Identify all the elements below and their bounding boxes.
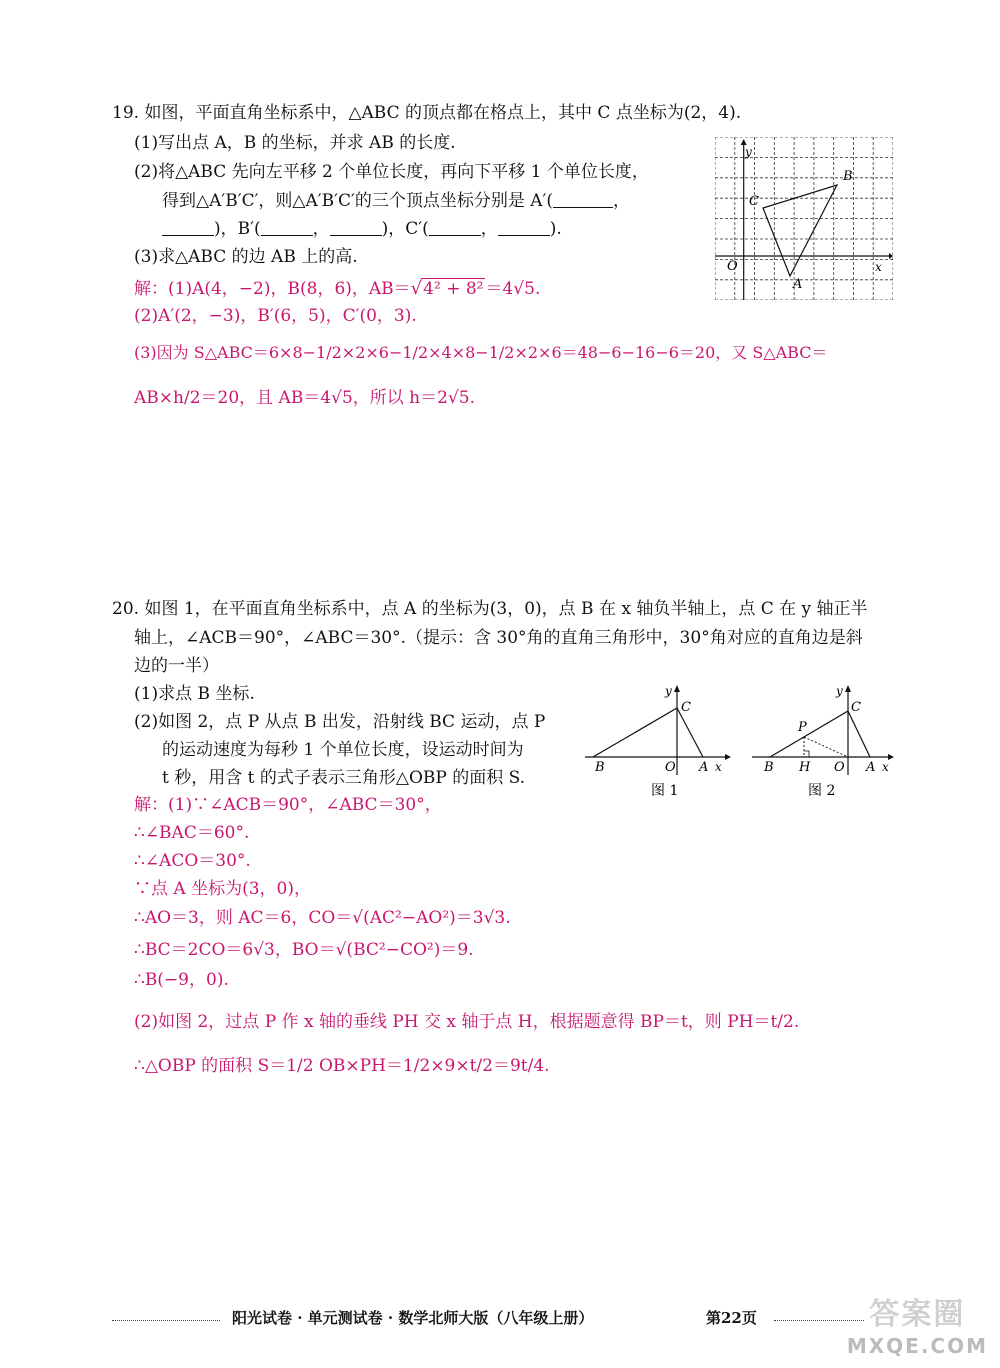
q19-part2-line1: (2)将△ABC 先向左平移 2 个单位长度，再向下平移 1 个单位长度， — [134, 162, 649, 182]
q19-answer1-radicand: 4² + 8² — [423, 279, 484, 299]
q19-cprime-label: ，C′( — [388, 219, 429, 239]
q20-part2-line2: 的运动速度为每秒 1 个单位长度，设运动时间为 — [162, 740, 524, 760]
point-c-label: C — [851, 700, 861, 715]
q20-answer-line: ∴∠BAC＝60°. — [134, 823, 250, 843]
q19-answer1-result: ＝4√5. — [485, 279, 541, 299]
origin-label: O — [727, 259, 738, 274]
origin-label: O — [834, 760, 845, 775]
q20-answer-line: ∴B(−9，0). — [134, 970, 229, 990]
point-c-label: C — [681, 700, 691, 715]
q19-answer1-prefix: 解：(1)A(4，−2)，B(8，6)，AB＝ — [134, 279, 411, 299]
y-axis-arrow — [845, 685, 851, 692]
q19-answer3-line2: AB×h/2＝20，且 AB＝4√5，所以 h＝2√5. — [134, 388, 475, 408]
point-h-label: H — [799, 760, 811, 775]
axis-label-y: y — [836, 684, 843, 698]
q20-answer-line: ∴∠ACO＝30°. — [134, 851, 251, 871]
watermark-line2: MXQE.COM — [846, 1334, 988, 1358]
q20-answer-line: ∴BC＝2CO＝6√3，BO＝√(BC²−CO²)＝9. — [134, 940, 474, 960]
q19-part2-line2: 得到△A′B′C′，则△A′B′C′的三个顶点坐标分别是 A′( ， — [162, 191, 631, 211]
point-c-label: C — [749, 194, 759, 209]
point-a-label: A — [793, 277, 803, 292]
q19-answer3-line1: (3)因为 S△ABC＝6×8−1/2×2×6−1/2×4×8−1/2×2×6＝48−6−16−6＝20，又 S△ABC＝ — [134, 343, 828, 362]
axis-label-y: y — [665, 684, 672, 698]
q20-part2-line1: (2)如图 2，点 P 从点 B 出发，沿射线 BC 运动，点 P — [134, 712, 546, 732]
origin-label: O — [665, 760, 676, 775]
q20-answer-line: ∵点 A 坐标为(3，0)， — [134, 879, 311, 899]
q20-part1: (1)求点 B 坐标. — [134, 684, 255, 704]
q19-part2-line2-text: 得到△A′B′C′，则△A′B′C′的三个顶点坐标分别是 A′( — [162, 191, 554, 211]
q20-part2-line3: t 秒，用含 t 的式子表示三角形△OBP 的面积 S. — [162, 768, 526, 788]
point-b-label: B — [595, 760, 605, 775]
q20-answer2-line2: ∴△OBP 的面积 S＝1/2 OB×PH＝1/2×9×t/2＝9t/4. — [134, 1056, 550, 1076]
q20-stem-line3: 边的一半） — [134, 656, 219, 676]
point-a-label: A — [866, 760, 876, 775]
axis-label-x: x — [882, 760, 889, 774]
x-axis-arrow — [888, 754, 894, 760]
q20-figure-1 — [585, 683, 735, 803]
q19-part3: (3)求△ABC 的边 AB 上的高. — [134, 247, 358, 267]
axis-label-x: x — [715, 760, 722, 774]
q19-stem: 19. 如图，平面直角坐标系中，△ABC 的顶点都在格点上，其中 C 点坐标为(2，4). — [112, 103, 742, 123]
triangle-abc — [593, 708, 703, 757]
q19-answer2: (2)A′(2，−3)，B′(6，5)，C′(0，3). — [134, 306, 417, 326]
q19-bprime-label: ，B′( — [220, 219, 261, 239]
point-b-label: B — [843, 169, 853, 184]
footer-dots-left — [112, 1320, 220, 1321]
y-axis-arrow — [674, 685, 680, 692]
segment-po — [804, 737, 848, 757]
point-p-label: P — [798, 720, 807, 735]
x-axis-arrow — [725, 754, 731, 760]
blank — [553, 193, 613, 208]
blank — [162, 221, 214, 236]
watermark-line1: 答案圈 — [869, 1297, 966, 1332]
q20-answer-line: ∴AO＝3，则 AC＝6，CO＝√(AC²−AO²)＝3√3. — [134, 908, 511, 928]
grid-lines — [715, 137, 893, 300]
right-angle-mark — [804, 751, 809, 757]
q20-answer2-line1: (2)如图 2，过点 P 作 x 轴的垂线 PH 交 x 轴于点 H，根据题意得 BP＝t，则 PH＝t/2. — [134, 1012, 800, 1032]
axis-label-y: y — [745, 145, 752, 159]
q20-answer-line: 解：(1)∵∠ACB＝90°，∠ABC＝30°， — [134, 795, 442, 815]
figure-2-caption: 图 2 — [808, 783, 836, 799]
page-number: 第22页 — [706, 1309, 757, 1327]
q20-figure-2 — [752, 683, 900, 803]
blank — [261, 221, 313, 236]
blank — [498, 221, 550, 236]
q20-stem-line1: 20. 如图 1，在平面直角坐标系中，点 A 的坐标为(3，0)，点 B 在 x 轴负半轴上，点 C 在 y 轴正半 — [112, 599, 868, 619]
q19-part1: (1)写出点 A，B 的坐标，并求 AB 的长度. — [134, 133, 456, 153]
q19-answer1: 解：(1)A(4，−2)，B(8，6)，AB＝√4² + 8² ＝4√5. — [134, 278, 541, 299]
footer-title: 阳光试卷 · 单元测试卷 · 数学北师大版（八年级上册） — [232, 1309, 594, 1327]
axis-label-x: x — [875, 260, 882, 274]
q19-grid-figure — [715, 137, 893, 300]
q19-part2-line3: )，B′( ， )，C′( ， ). — [162, 219, 562, 239]
triangle-abc — [770, 711, 870, 757]
point-a-label: A — [699, 760, 709, 775]
page-footer — [112, 1309, 892, 1333]
x-axis-arrow — [889, 253, 893, 259]
q20-stem-line2: 轴上，∠ACB＝90°，∠ABC＝30°.（提示：含 30°角的直角三角形中，30°角对应的直角边是斜 — [134, 628, 863, 648]
watermark — [846, 1297, 988, 1358]
point-b-label: B — [764, 760, 774, 775]
figure-1-caption: 图 1 — [651, 783, 679, 799]
blank — [429, 221, 481, 236]
blank — [330, 221, 382, 236]
